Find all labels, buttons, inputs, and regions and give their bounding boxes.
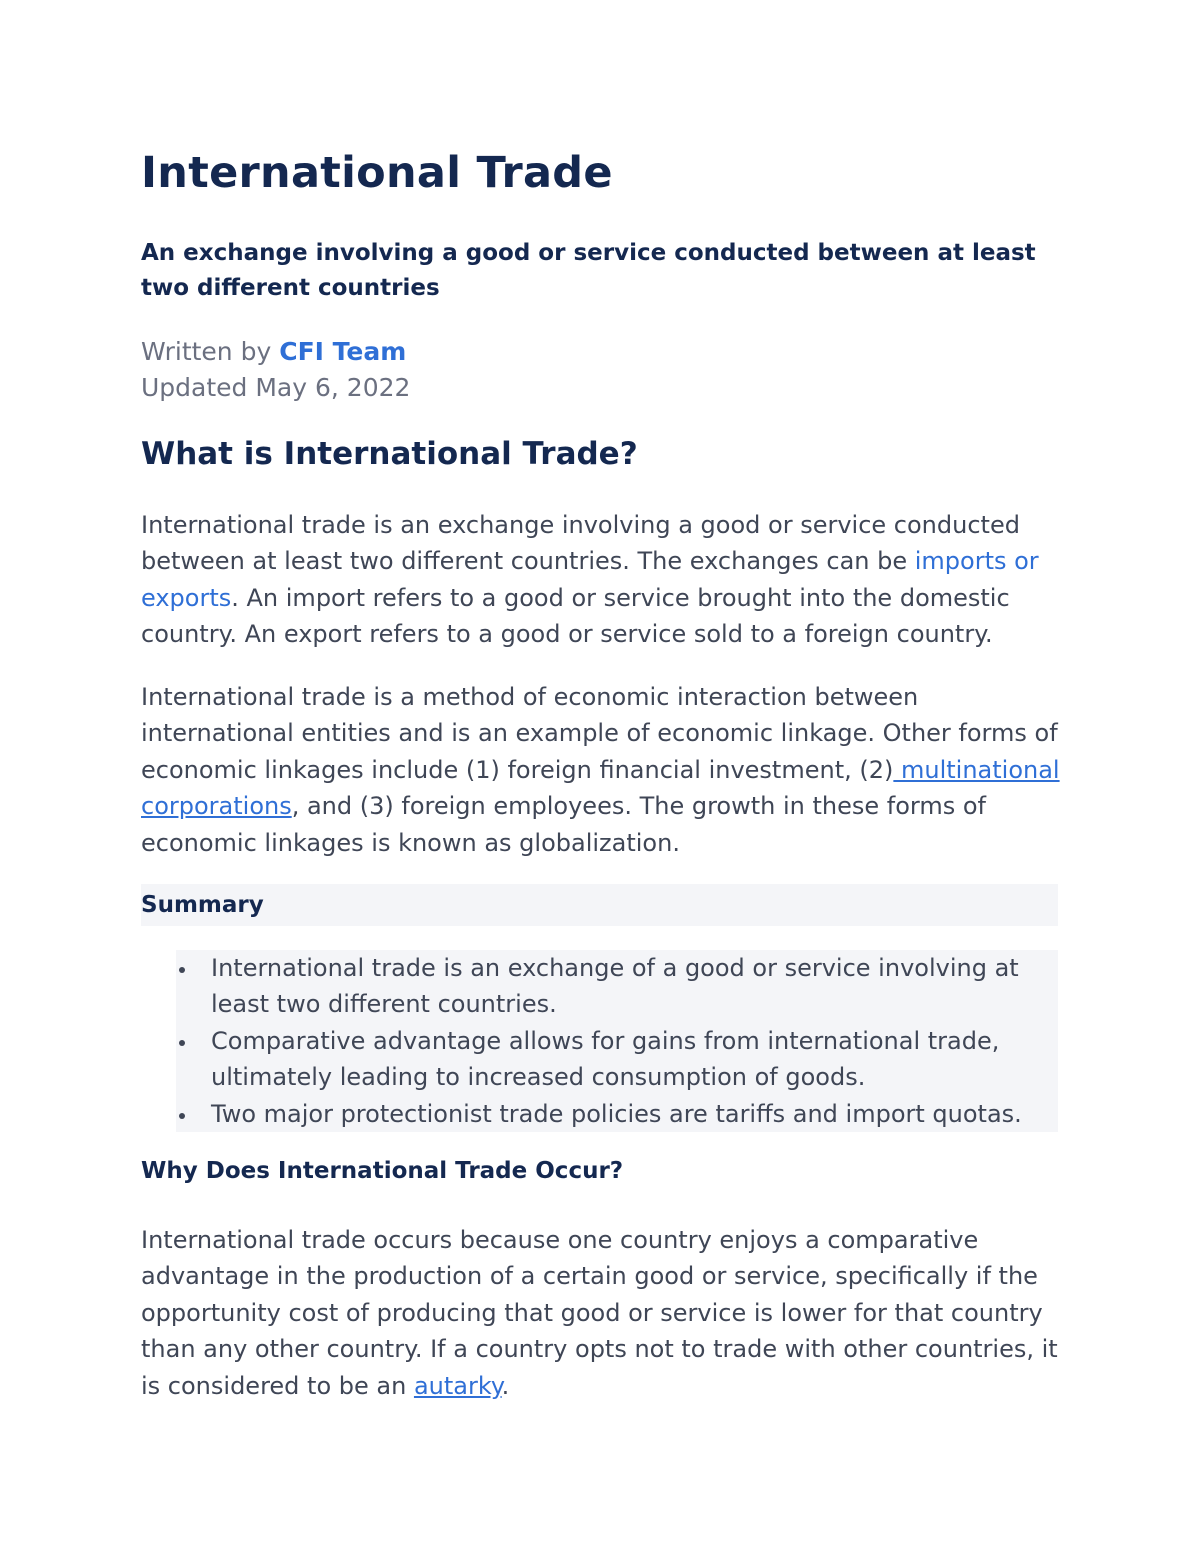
autarky-link[interactable]: autarky [413,1371,502,1400]
paragraph-linkage [141,679,1061,861]
byline-prefix: Written by [141,337,280,366]
paragraph-text: , and (3) foreign employees. The growth in these forms of economic linkages is known as globalization. [141,792,987,857]
multinational-corporations-link[interactable]: multinational corporations [141,755,1060,821]
page-title: International Trade [141,148,613,198]
paragraph-text: International trade is a method of economic interaction between international entities and is an example of economic linkage. Other forms of economic linkages include (1) foreign financial investment, (2) [141,683,1058,784]
list-item: International trade is an exchange of a good or service involving at least two different countries. [176,950,1058,1023]
byline [141,334,410,406]
list-item: Comparative advantage allows for gains from international trade, ultimately leading to increased consumption of goods. [176,1023,1058,1096]
paragraph-text: International trade is an exchange involving a good or service conducted between at least two different countries. The exchanges can be [141,511,1020,576]
summary-list [176,950,1058,1132]
page-subtitle: An exchange involving a good or service conducted between at least two different countries [141,240,1036,301]
section-heading-why: Why Does International Trade Occur? [141,1158,624,1184]
updated-date: Updated May 6, 2022 [141,373,411,402]
author-line [141,334,410,370]
summary-heading: Summary [141,884,1058,926]
paragraph-text: . An import refers to a good or service brought into the domestic country. An export refers to a good or service sold to a foreign country. [141,583,1010,649]
paragraph-text: International trade occurs because one country enjoys a comparative advantage in the production of a certain good or service, specifically if the opportunity cost of producing that good or service is lower for that country than any other country. If a country opts not to trade with other countries, it is considered to be an [141,1226,1058,1400]
list-item: Two major protectionist trade policies are tariffs and import quotas. [176,1096,1058,1132]
author-link[interactable]: CFI Team [279,337,407,366]
paragraph-text: . [501,1371,510,1400]
paragraph-definition [141,507,1061,653]
imports-exports-link[interactable]: imports or exports [141,547,1039,612]
paragraph-comparative-advantage [141,1222,1061,1404]
section-heading-what-is: What is International Trade? [141,436,638,472]
